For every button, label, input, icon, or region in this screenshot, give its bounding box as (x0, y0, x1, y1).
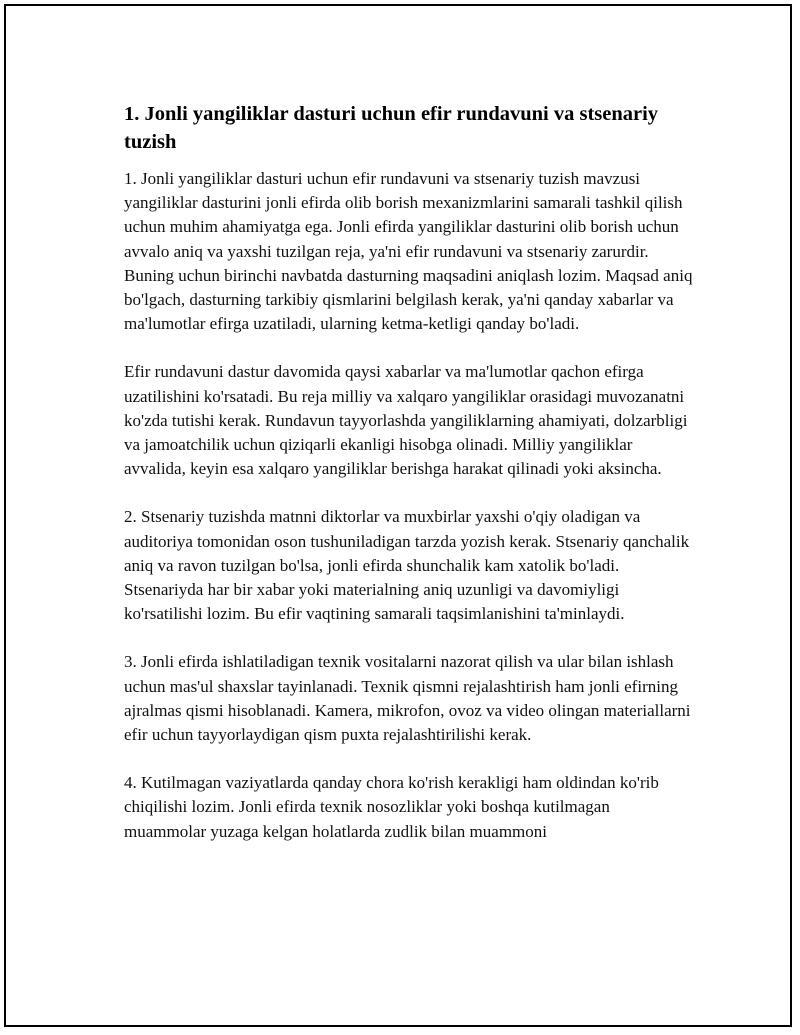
paragraph-technical: 3. Jonli efirda ishlatiladigan texnik vositalarni nazorat qilish va ular bilan ishlash uchun mas'ul shaxslar tayinlanadi. Texnik qismni rejalashtirish ham jonli efirning ajralmas qismi hisoblanadi. Kamera, mikrofon, ovoz va video olingan materiallarni efir uchun tayyorlaydigan qism puxta rejalashtirilishi kerak. (124, 652, 691, 745)
paragraph-script: 2. Stsenariy tuzishda matnni diktorlar va muxbirlar yaxshi o'qiy oladigan va auditoriya tomonidan oson tushuniladigan tarzda yozish kerak. Stsenariy qanchalik aniq va ravon tuzilgan bo'lsa, jonli efirda shunchalik kam xatolik bo'ladi. Stsenariyda har bir xabar yoki materialning aniq uzunligi va davomiyligi ko'rsatilishi lozim. Bu efir vaqtining samarali taqsimlanishini ta'minlaydi. (124, 507, 690, 624)
paragraph-rundown: Efir rundavuni dastur davomida qaysi xabarlar va ma'lumotlar qachon efirga uzatilishini ko'rsatadi. Bu reja milliy va xalqaro yangiliklar orasidagi muvozanatni ko'zda tutishi kerak. Rundavun tayyorlashda yangiliklarning ahamiyati, dolzarbligi va jamoatchilik uchun qiziqarli ekanligi hisobga olinadi. Milliy yangiliklar avvalida, keyin esa xalqaro yangiliklar berishga harakat qilinadi yoki aksincha. (124, 362, 688, 479)
page-frame (4, 4, 792, 1027)
document-title: 1. Jonli yangiliklar dasturi uchun efir rundavuni va stsenariy tuzish (124, 103, 659, 153)
document-body (124, 100, 696, 868)
paragraph-contingency: 4. Kutilmagan vaziyatlarda qanday chora ko'rish kerakligi ham oldindan ko'rib chiqilishi lozim. Jonli efirda texnik nosozliklar yoki boshqa kutilmagan muammolar yuzaga kelgan holatlarda zudlik bilan muammoni (124, 773, 659, 841)
paragraph-intro: 1. Jonli yangiliklar dasturi uchun efir rundavuni va stsenariy tuzish mavzusi yangiliklar dasturini jonli efirda olib borish mexanizmlarini samarali tashkil qilish uchun muhim ahamiyatga ega. Jonli efirda yangiliklar dasturini olib borish uchun avvalo aniq va yaxshi tuzilgan reja, ya'ni efir rundavuni va stsenariy zarurdir. Buning uchun birinchi navbatda dasturning maqsadini aniqlash lozim. Maqsad aniq bo'lgach, dasturning tarkibiy qismlarini belgilash kerak, ya'ni qanday xabarlar va ma'lumotlar efirga uzatiladi, ularning ketma-ketligi qanday bo'ladi. (124, 169, 693, 334)
